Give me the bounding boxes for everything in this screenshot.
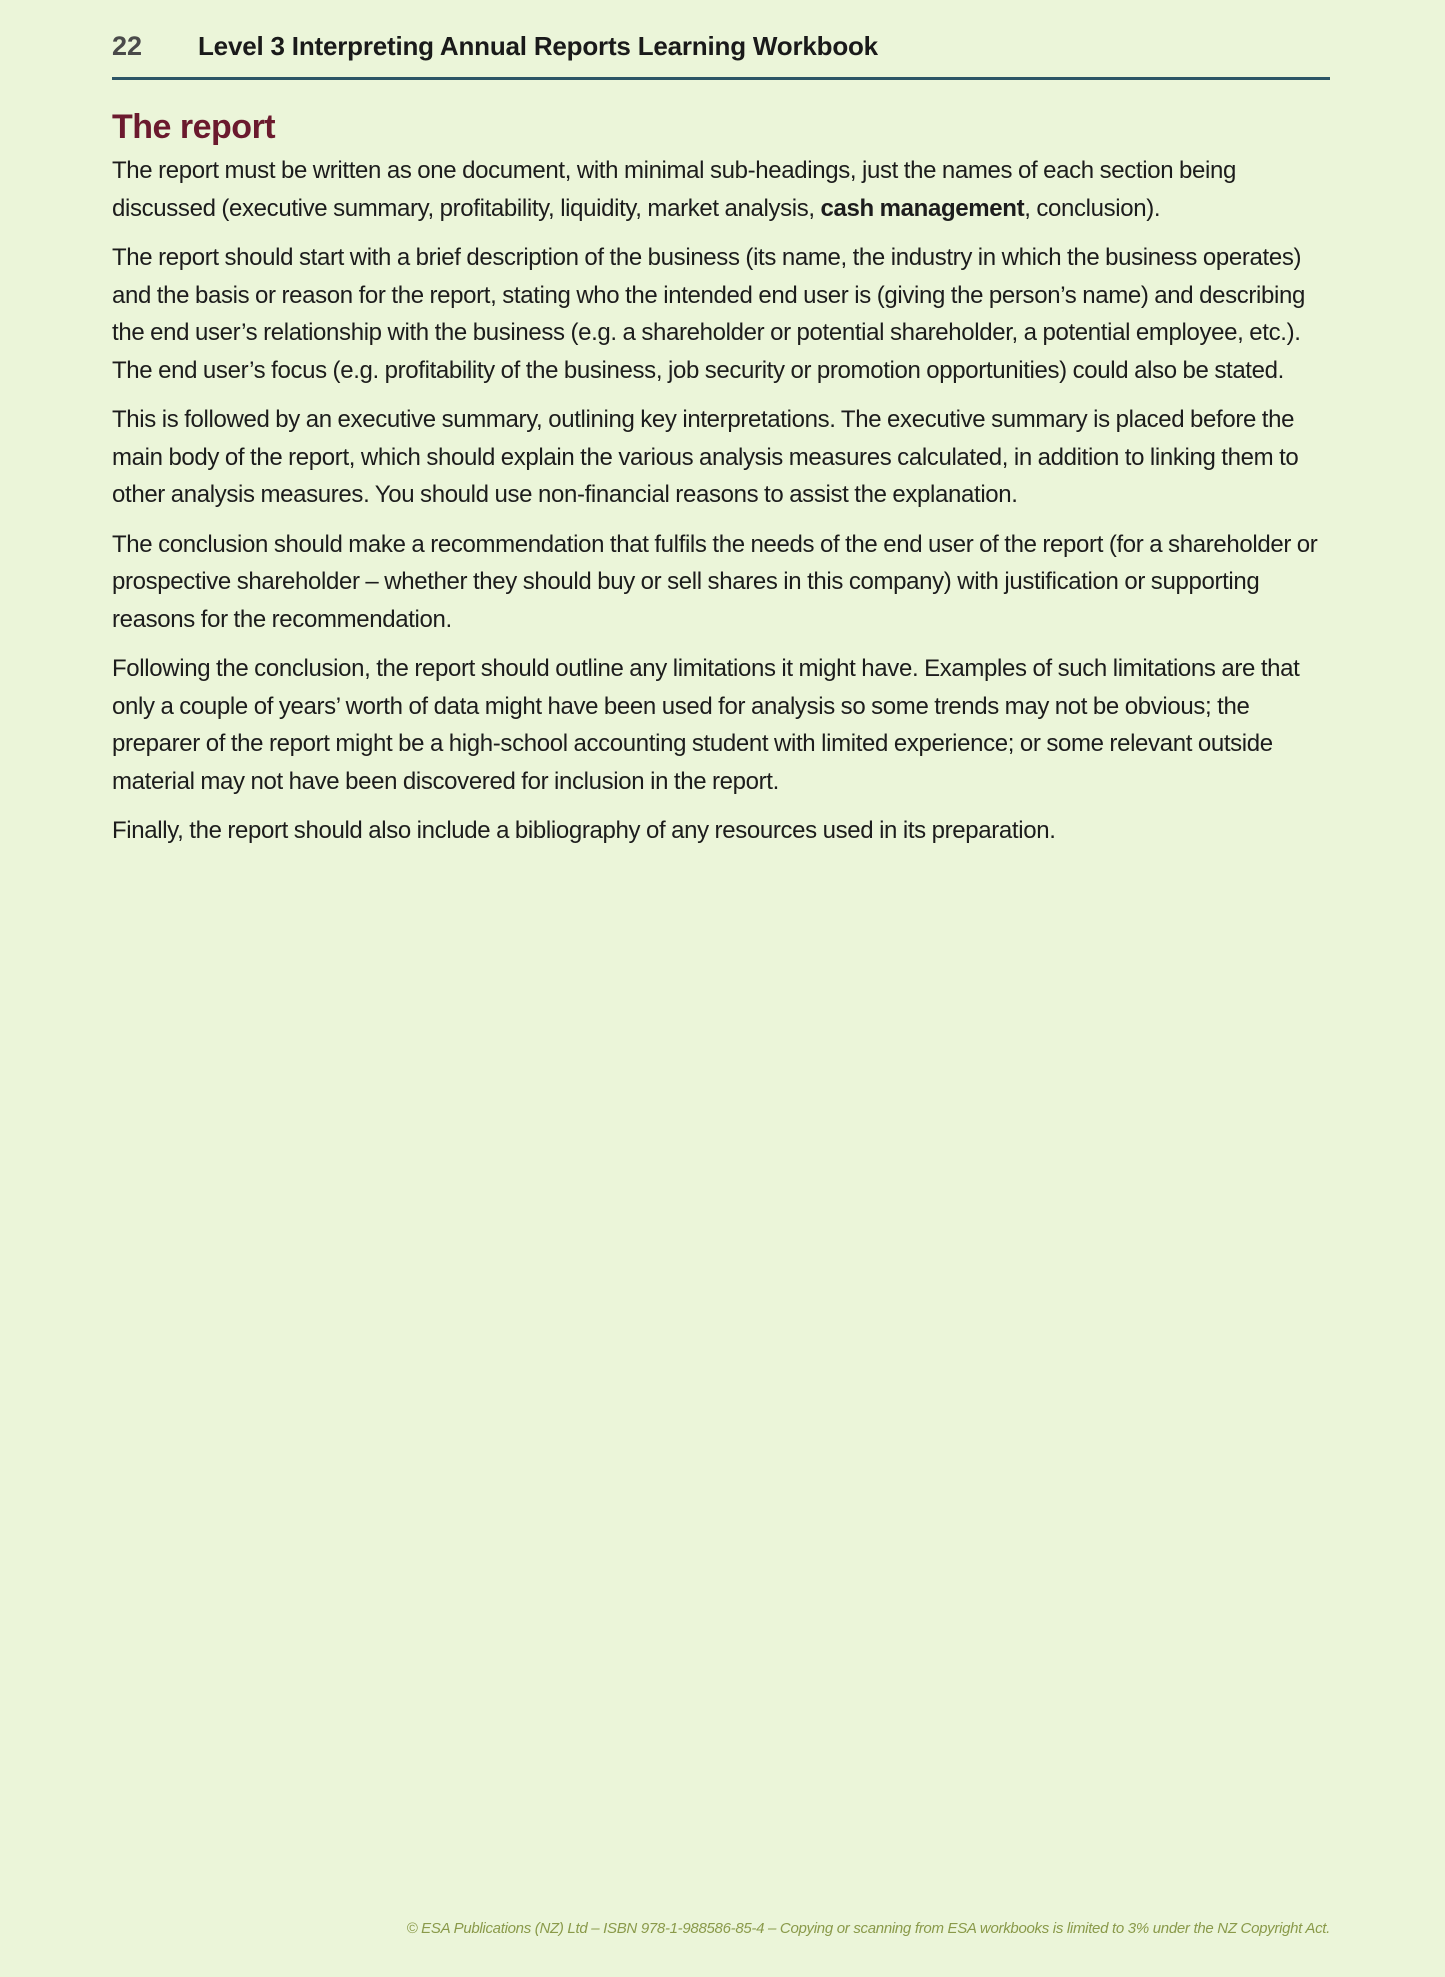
paragraph-bibliography: Finally, the report should also include a bibliography of any resources used in its preparation. [112, 817, 1056, 844]
paragraph-limitations: Following the conclusion, the report should outline any limitations it might have. Examples of such limitations are that only a couple of years’ worth of data might have been used for analysis so some trends may not be obvious; the preparer of the report might be a high-school accounting student with limited experience; or some relevant outside material may not have been discovered for inclusion in the report. [112, 655, 1300, 795]
paragraph-text: , conclusion). [1024, 194, 1161, 222]
section-heading: The report [112, 108, 276, 146]
paragraph-structure [112, 152, 1332, 227]
paragraph-text: The report must be written as one document, with minimal sub-headings, just the names of each section being discussed (executive summary, profitability, liquidity, market analysis, [112, 157, 1237, 222]
page-number: 22 [112, 31, 143, 61]
paragraph-description: The report should start with a brief description of the business (its name, the industry in which the business operates) and the basis or reason for the report, stating who the intended end user is (giving the person’s name) and describing the end user’s relationship with the business (e.g. a shareholder or potential shareholder, a potential employee, etc.). The end user’s focus (e.g. profitability of the business, job security or promotion opportunities) could also be stated. [112, 244, 1306, 384]
paragraph-executive-summary: This is followed by an executive summary, outlining key interpretations. The executive summary is placed before the main body of the report, which should explain the various analysis measures calculated, in addition to linking them to other analysis measures. You should use non-financial reasons to assist the explanation. [112, 406, 1299, 508]
paragraph-conclusion: The conclusion should make a recommendation that fulfils the needs of the end user of the report (for a shareholder or prospective shareholder – whether they should buy or sell shares in this company) with justification or supporting reasons for the recommendation. [112, 530, 1318, 633]
copyright-footer: © ESA Publications (NZ) Ltd – ISBN 978-1-988586-85-4 – Copying or scanning from ESA workbooks is limited to 3% under the NZ Copyright Act. [406, 1920, 1330, 1937]
book-title: Level 3 Interpreting Annual Reports Learning Workbook [198, 31, 878, 61]
page-header [112, 28, 1330, 80]
main-content [112, 104, 1332, 862]
bold-term: cash management [820, 194, 1025, 222]
